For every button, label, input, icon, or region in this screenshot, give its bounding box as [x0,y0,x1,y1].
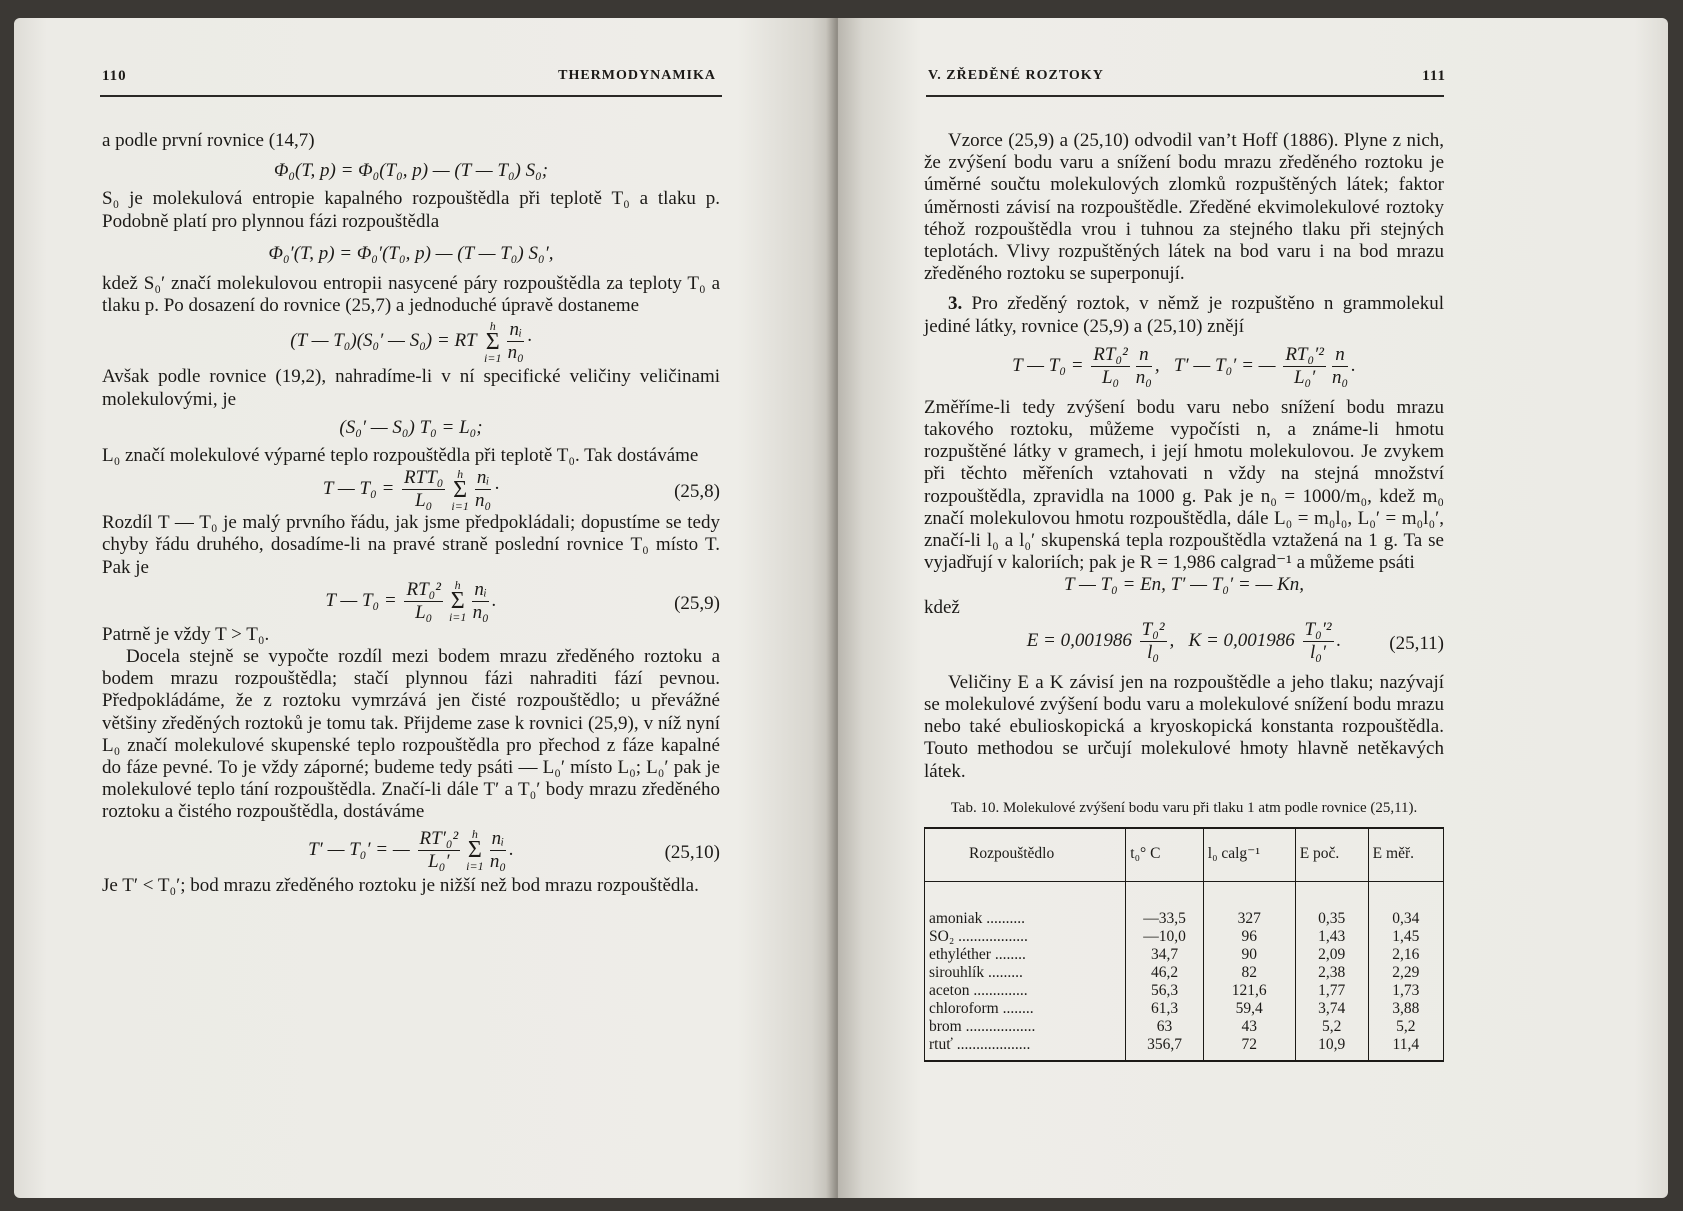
table-cell: 72 [1203,1036,1295,1060]
left-page-number: 110 [102,68,127,84]
table-cell: 10,9 [1295,1036,1368,1060]
table-header-cell: Rozpouštědlo [925,829,1126,882]
table-cell: 2,38 [1295,964,1368,982]
table-cell: 3,88 [1368,1000,1443,1018]
table-row [925,1000,1443,1018]
table-cell: chloroform ........ [929,1000,1034,1018]
right-page-number: 111 [1422,68,1446,84]
table-cell: 5,2 [1368,1018,1443,1036]
table-cell: —10,0 [1126,928,1204,946]
table-cell: —33,5 [1126,882,1204,929]
table-header-cell: E poč. [1295,829,1368,882]
table-row [925,882,1443,929]
table-cell: 0,34 [1368,882,1443,929]
equation: T — T₀ = $\frac{\text{RT₀²}}{\text{L₀}}$ h Σ i=1 $\frac{\text{nᵢ}}{\text{n₀}}$ . (25,9) [325,578,720,625]
table-cell: sirouhlík ......... [929,964,1023,982]
table-cell: 61,3 [1126,1000,1204,1018]
table-header-cell: t₀° C [1126,829,1204,882]
left-running-head: THERMODYNAMIKA [558,68,716,83]
paragraph: Vzorce (25,9) a (25,10) odvodil van’t Hoff (1886). Plyne z nich, že zvýšení bodu varu a snížení bodu mrazu zředěného roztoku je úměrné součtu molekulových zlomků rozpuštěných látek; faktor úměrnosti závisí na rozpouštědle. Zředěné ekvimolekulové roztoky téhož rozpouštědla vrou i tuhnou za stejného tlaku při stejných teplotách. Vlivy rozpuštěných látek na bod varu i na bod mrazu zředěného roztoku se superponují. [924,130,1444,285]
table-row [925,964,1443,982]
paragraph: Patrně je vždy T > T₀. [102,623,270,645]
table-cell: 3,74 [1295,1000,1368,1018]
equation: Φ₀′(T, p) = Φ₀′(T₀, p) — (T — T₀) S₀′, [268,242,554,264]
paragraph: Avšak podle rovnice (19,2), nahradíme-li v ní specifické veličiny veličinami molekulovými, je [102,366,720,410]
paragraph: kdež [924,596,960,618]
paragraph: Změříme-li tedy zvýšení bodu varu nebo snížení bodu mrazu takového roztoku, můžeme vypočísti n, a známe-li hmotu rozpuštěné látky v gramech, i její hmotu molekulovou. Je zvykem při těchto měřeních vztahovati n vždy na stejná množství rozpouštědla, zpravidla na 1000 g. Pak je n₀ = 1000/m₀, kdež m₀ značí molekulovou hmotu rozpouštědla, dále L₀ = m₀l₀, L₀′ = m₀l₀′, značí-li l₀ a l₀′ skupenská tepla rozpouštědla vztažená na 1 g. Ta se vyjadřují v kaloriích; pak je R = 1,986 calgrad⁻¹ a můžeme psáti [924,396,1444,574]
paragraph: a podle první rovnice (14,7) [102,130,315,151]
right-running-head: V. ZŘEDĚNÉ ROZTOKY [928,68,1104,83]
table-cell: 2,29 [1368,964,1443,982]
table-caption: Tab. 10. Molekulové zvýšení bodu varu při tlaku 1 atm podle rovnice (25,11). [950,799,1418,816]
table-cell: 2,09 [1295,946,1368,964]
table-header-cell: l₀ calg⁻¹ [1203,829,1295,882]
table-row [925,1018,1443,1036]
equation-number: (25,11) [1389,632,1444,654]
left-text-block [102,130,720,897]
equation: T — T₀ = En, T′ — T₀′ = — Kn, [1063,574,1305,596]
paragraph: Je T′ < T₀′; bod mrazu zředěného roztoku je nižší než bod mrazu rozpouštědla. [102,874,699,896]
table-row [925,1036,1443,1060]
table-cell: 43 [1203,1018,1295,1036]
equation-number: (25,10) [664,841,720,863]
data-table [924,827,1444,1062]
table-cell: 56,3 [1126,982,1204,1000]
paragraph: 3. Pro zředěný roztok, v němž je rozpuštěno n grammolekul jediné látky, rovnice (25,9) a (25,10) znějí [924,293,1445,337]
left-header-rule [100,95,722,97]
left-page [14,18,836,1198]
table-cell: 59,4 [1203,1000,1295,1018]
table-cell: amoniak .......... [929,910,1025,928]
table-cell: 1,73 [1368,982,1443,1000]
table-row [925,982,1443,1000]
table-cell: 1,43 [1295,928,1368,946]
table-header-cell: E měř. [1368,829,1443,882]
table-cell: 96 [1203,928,1295,946]
table-cell: ethyléther ........ [929,946,1026,964]
equation: (T — T₀)(S₀′ — S₀) = RT h Σ i=1 $\frac{\text{nᵢ}}{\text{n₀}}$ · [290,318,532,365]
table-cell: 34,7 [1126,946,1204,964]
table-cell: rtuť ................... [929,1036,1031,1054]
table-cell: 11,4 [1368,1036,1443,1060]
table-cell: 356,7 [1126,1036,1204,1060]
table-cell: 90 [1203,946,1295,964]
right-header-rule [926,95,1444,97]
paragraph: kdež S₀′ značí molekulovou entropii nasycené páry rozpouštědla za teploty T₀ a tlaku p. Po dosazení do rovnice (25,7) a jednoduché úpravě dostaneme [102,273,720,317]
table-cell: brom .................. [929,1018,1036,1036]
table-cell: 1,45 [1368,928,1443,946]
equation-lhs: (T — T₀)(S₀′ — S₀) = RT [290,330,477,352]
equation: (S₀′ — S₀) T₀ = L₀; [339,416,483,438]
equation: T′ — T₀′ = — $\frac{\text{RT′₀²}}{\text{L₀′}}$ h Σ i=1 $\frac{\text{nᵢ}}{\text{n₀}}$ . (25,10) [308,827,720,874]
equation: T — T₀ = $\frac{\text{RT₀²}}{\text{L₀}}$ $\frac{n}{\text{n₀}}$ , T′ — T₀′ = — $\frac{\text{RT₀′²}}{\text{L₀′}}$ $\frac{n}{\text{n₀}}$ . [1012,343,1356,388]
paragraph: Rozdíl T — T₀ je malý prvního řádu, jak jsme předpokládali; dopustíme se tedy chyby řádu druhého, dosadíme-li na pravé straně poslední rovnice T₀ místo T. Pak je [102,512,720,578]
paragraph: Docela stejně se vypočte rozdíl mezi bodem mrazu zředěného roztoku a bodem mrazu rozpouštědla; stačí plynnou fázi nahraditi fází pevnou. Předpokládáme, že z roztoku vymrzává jen čisté rozpouštědlo; u převážné většiny zředěných roztoků je tomu tak. Přijdeme zase k rovnici (25,9), v níž nyní L₀ značí molekulové skupenské teplo rozpouštědla pro přechod z fáze kapalné do fáze pevné. To je vždy záporné; budeme tedy psáti — L₀′ místo L₀; L₀′ pak je molekulové teplo tání rozpouštědla. Značí-li dále T′ a T₀′ body mrazu zředěného roztoku a čistého rozpouštědla, dostáváme [102,646,720,823]
paragraph: Veličiny E a K závisí jen na rozpouštědle a jeho tlaku; nazývají se molekulové zvýšení bodu varu a molekulové snížení bodu mrazu nebo také ebulioskopická a kryoskopická konstanta rozpouštědla. Touto methodou se určují molekulové hmoty hlavně netěkavých látek. [924,671,1444,782]
table-cell: SO₂ .................. [929,928,1028,946]
equation: E = 0,001986 $\frac{\text{T₀²}}{\text{l₀}}$ , K = 0,001986 $\frac{\text{T₀′²}}{\text{l₀′}}$ . (25,11) [1026,618,1444,663]
right-text-block [924,130,1444,1062]
sum-symbol: h Σ i=1 [484,318,502,365]
equation-number: (25,8) [674,481,720,503]
table-row [925,946,1443,964]
equation: Φ₀(T, p) = Φ₀(T₀, p) — (T — T₀) S₀; [273,160,549,182]
paragraph: L₀ značí molekulové výparné teplo rozpouštědla při teplotě T₀. Tak dostáváme [102,445,699,467]
table-cell: 1,77 [1295,982,1368,1000]
equation-number: (25,9) [674,592,720,614]
table-cell: 82 [1203,964,1295,982]
right-page [838,18,1668,1198]
table-cell: 46,2 [1126,964,1204,982]
table-cell: 63 [1126,1018,1204,1036]
table-cell: aceton .............. [929,982,1028,1000]
equation: T — T₀ = RTT₀ L₀ h Σ i=1 $\frac{\text{nᵢ}}{\text{n₀}}$ · (25,8) [322,466,720,513]
table-cell: 2,16 [1368,946,1443,964]
table-cell: 5,2 [1295,1018,1368,1036]
fraction: $\frac{\text{nᵢ}}{\text{n₀}}$ [507,319,524,364]
paragraph: S₀ je molekulová entropie kapalného rozpouštědla při teplotě T₀ a tlaku p. Podobně platí pro plynnou fázi rozpouštědla [102,188,720,232]
table-cell: 0,35 [1295,882,1368,929]
table-row [925,928,1443,946]
table-cell: 121,6 [1203,982,1295,1000]
table-cell: 327 [1203,882,1295,929]
